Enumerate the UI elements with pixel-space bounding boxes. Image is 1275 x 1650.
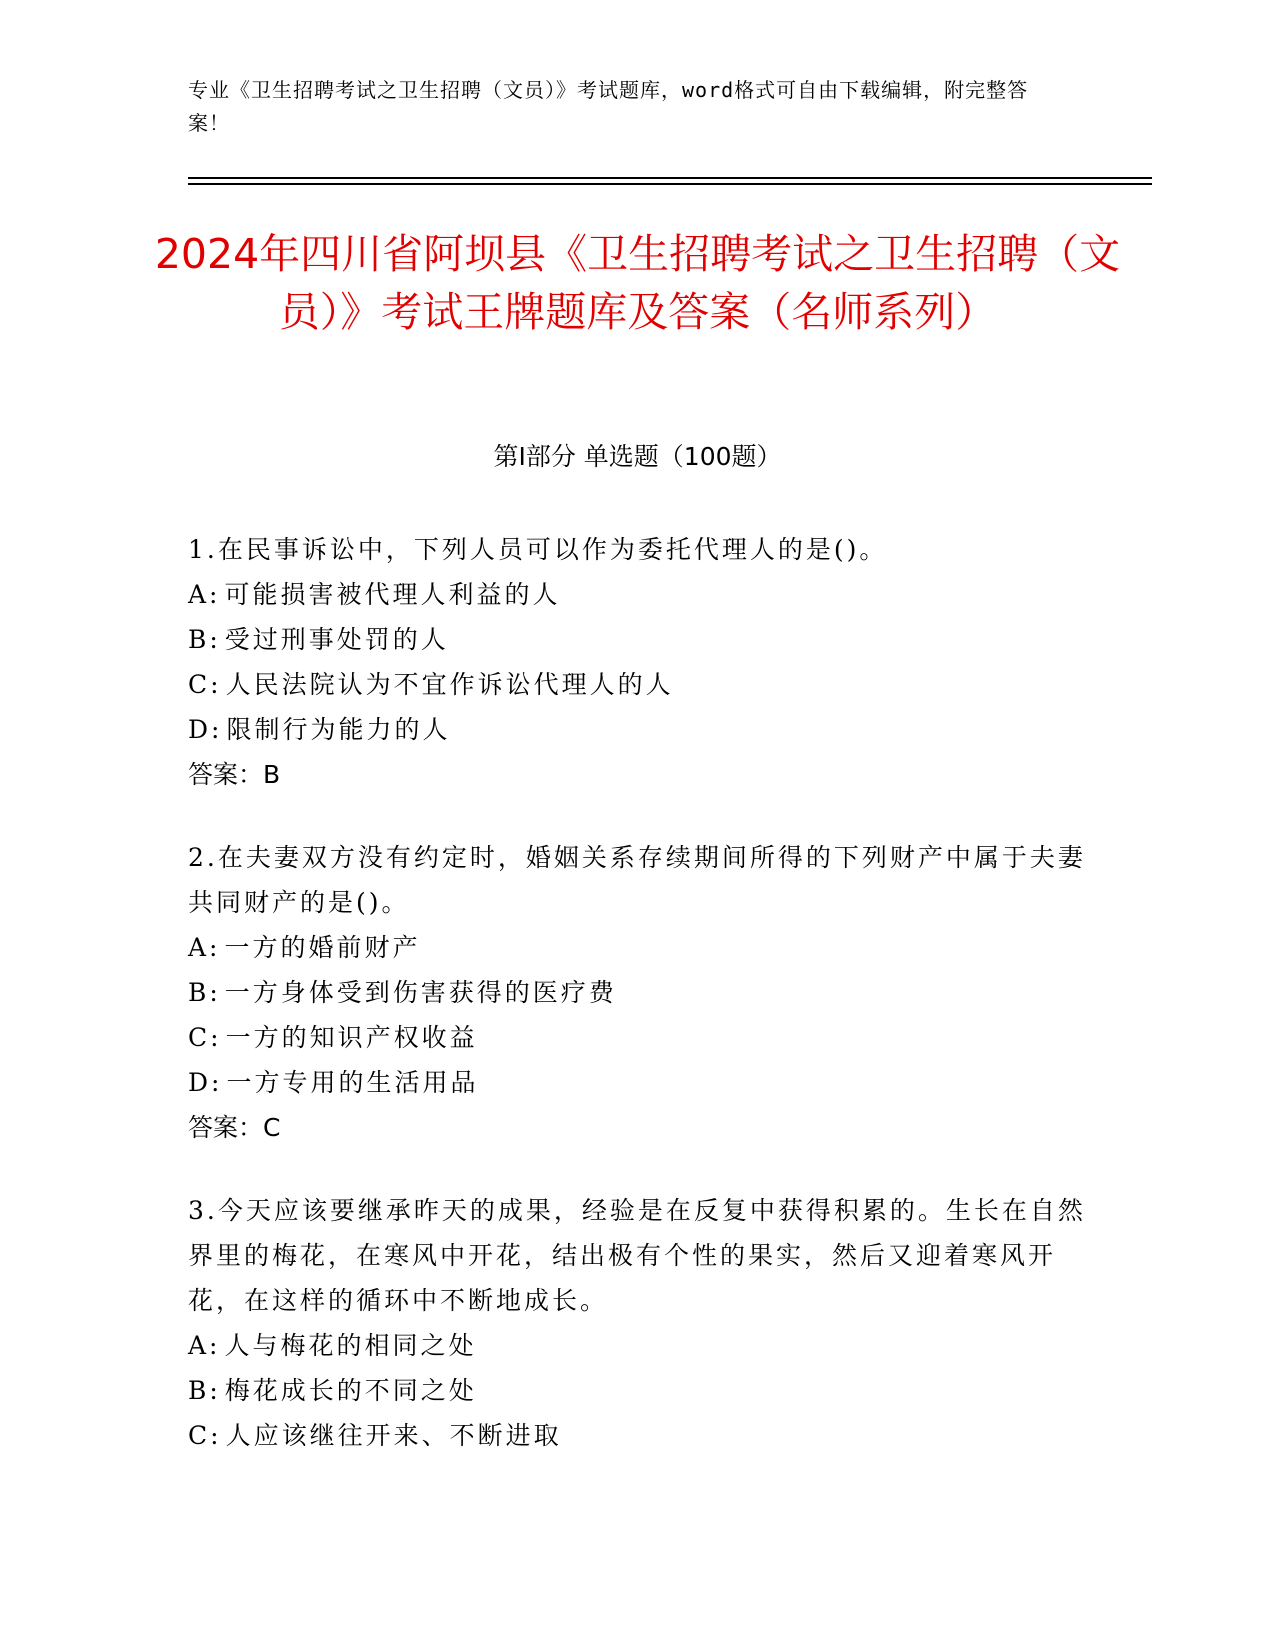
option-b [188, 617, 1088, 662]
question-list [188, 527, 1088, 1496]
question-3 [188, 1188, 1088, 1458]
option-text: 人应该继往开来、不断进取 [225, 1421, 562, 1450]
option-text: 一方身体受到伤害获得的医疗费 [224, 978, 617, 1007]
option-c [188, 1413, 1088, 1458]
option-text: 人民法院认为不宜作诉讼代理人的人 [225, 670, 674, 699]
option-a [188, 1323, 1088, 1368]
option-c [188, 1015, 1088, 1060]
option-letter: C: [188, 670, 222, 699]
document-title: 2024年四川省阿坝县《卫生招聘考试之卫生招聘（文员）》考试王牌题库及答案（名师系列） [154, 230, 1121, 336]
option-letter: D: [188, 715, 223, 744]
option-text: 一方的婚前财产 [224, 933, 421, 962]
option-letter: A: [188, 580, 221, 609]
option-letter: C: [188, 1023, 222, 1052]
option-text: 一方的知识产权收益 [225, 1023, 478, 1052]
question-stem: 3.今天应该要继承昨天的成果，经验是在反复中获得积累的。生长在自然界里的梅花，在寒风中开花，结出极有个性的果实，然后又迎着寒风开花，在这样的循环中不断地成长。 [188, 1196, 1086, 1315]
option-text: 梅花成长的不同之处 [224, 1376, 477, 1405]
question-stem: 1.在民事诉讼中，下列人员可以作为委托代理人的是()。 [188, 535, 888, 564]
option-letter: A: [188, 1331, 221, 1360]
answer-label: 答案：B [188, 760, 281, 789]
question-stem: 2.在夫妻双方没有约定时，婚姻关系存续期间所得的下列财产中属于夫妻共同财产的是()。 [188, 843, 1086, 917]
option-text: 受过刑事处罚的人 [224, 625, 449, 654]
header-note: 专业《卫生招聘考试之卫生招聘（文员）》考试题库，word格式可自由下载编辑，附完整答案！ [188, 78, 1029, 135]
option-letter: C: [188, 1421, 222, 1450]
option-letter: B: [188, 625, 221, 654]
option-d [188, 1060, 1088, 1105]
option-letter: B: [188, 1376, 221, 1405]
option-a [188, 925, 1088, 970]
option-text: 可能损害被代理人利益的人 [224, 580, 561, 609]
section-title: 第I部分 单选题（100题） [493, 442, 782, 471]
option-letter: D: [188, 1068, 223, 1097]
header-divider-bottom [188, 183, 1152, 185]
header-divider-top [188, 177, 1152, 179]
option-text: 限制行为能力的人 [226, 715, 451, 744]
option-b [188, 970, 1088, 1015]
option-letter: A: [188, 933, 221, 962]
option-b [188, 1368, 1088, 1413]
question-2 [188, 835, 1088, 1150]
option-c [188, 662, 1088, 707]
question-1 [188, 527, 1088, 797]
option-text: 一方专用的生活用品 [226, 1068, 479, 1097]
option-letter: B: [188, 978, 221, 1007]
option-d [188, 707, 1088, 752]
option-a [188, 572, 1088, 617]
answer-label: 答案：C [188, 1113, 281, 1142]
option-text: 人与梅花的相同之处 [224, 1331, 477, 1360]
